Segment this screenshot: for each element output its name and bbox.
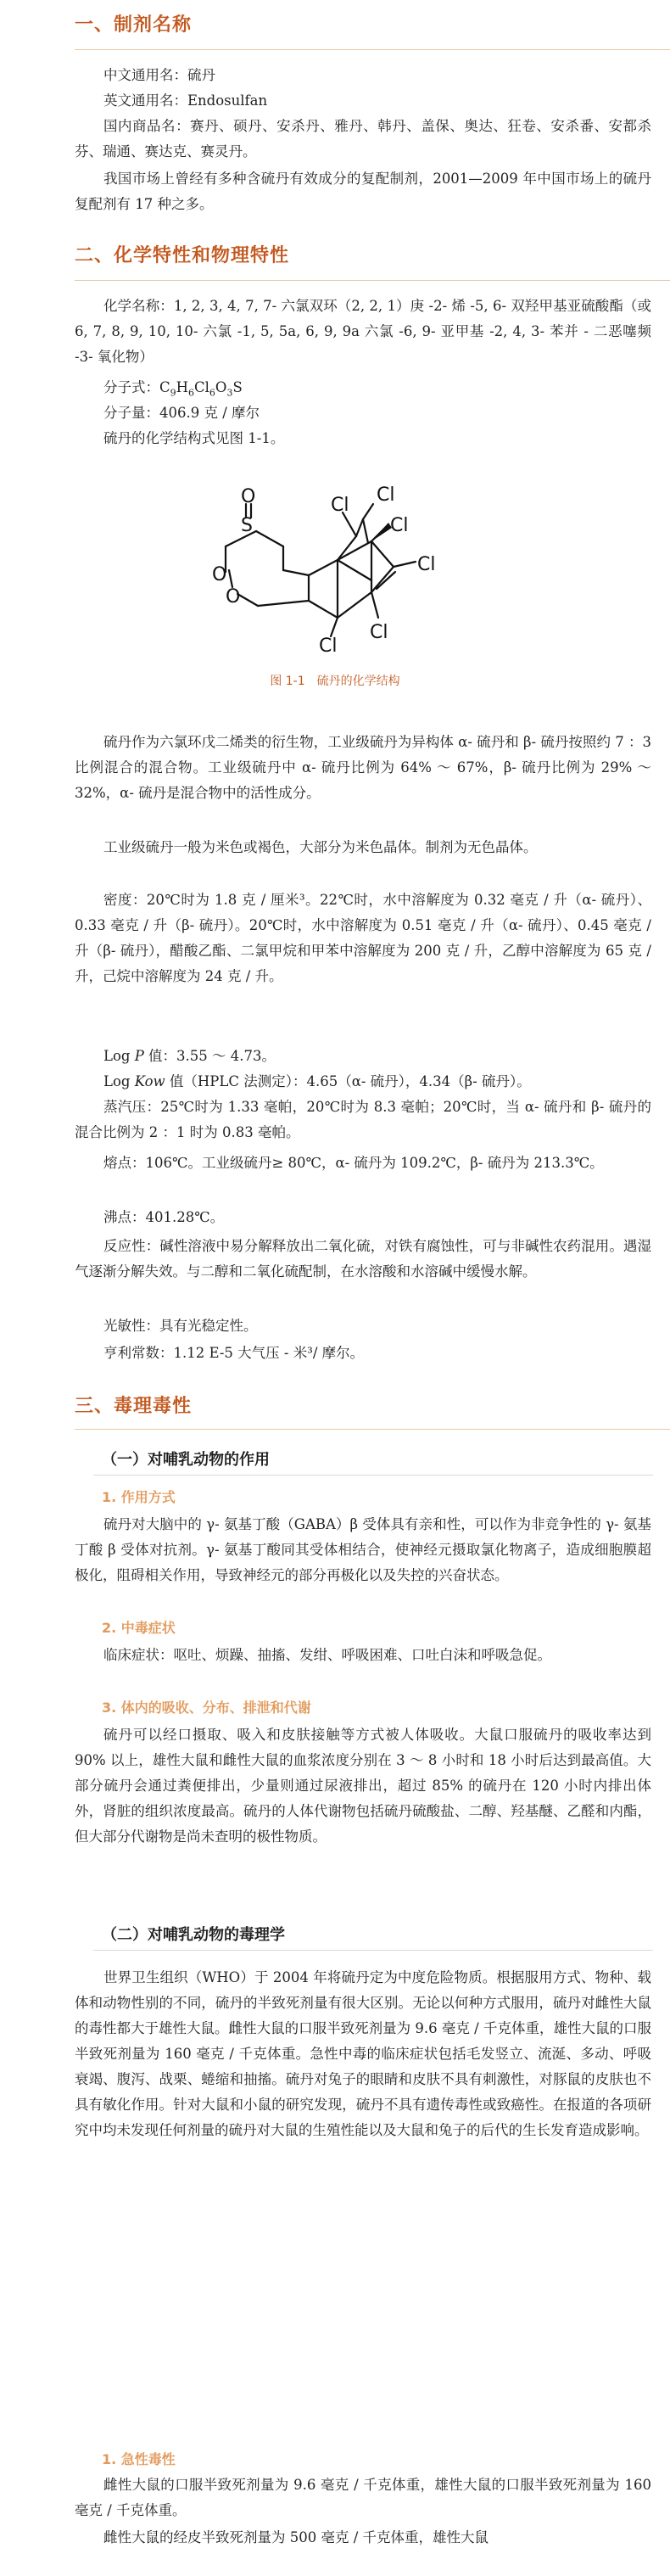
chlorine-atom: Cl xyxy=(390,515,409,536)
log-p-label: Log xyxy=(103,1048,135,1064)
acute-toxicity-oral-paragraph: 雌性大鼠的口服半致死剂量为 9.6 毫克 / 千克体重，雄性大鼠的口服半致死剂量为 160 毫克 / 千克体重。 xyxy=(75,2477,651,2518)
subsection-1-title: （一）对哺乳动物的作用 xyxy=(102,1451,270,1469)
henry-constant-line: 亨利常数：1.12 E-5 大气压 - 米³/ 摩尔。 xyxy=(103,1345,365,1361)
poisoning-symptoms-heading: 2. 中毒症状 xyxy=(102,1620,176,1636)
subsection-2-divider xyxy=(93,1950,653,1951)
section-3-divider xyxy=(75,1429,670,1430)
section-2-divider xyxy=(75,280,670,281)
formula-o: O xyxy=(215,379,227,395)
log-kow-variable: Kow xyxy=(134,1073,165,1089)
market-paragraph: 我国市场上曾经有多种含硫丹有效成分的复配制剂，2001—2009 年中国市场上的硫丹复配剂有 17 种之多。 xyxy=(75,171,651,212)
boiling-point-line: 沸点：401.28℃。 xyxy=(103,1209,225,1225)
section-1-divider xyxy=(75,49,670,50)
section-2-title: 二、化学特性和物理特性 xyxy=(75,245,290,266)
formula-h-count: 6 xyxy=(188,387,195,399)
figure-caption: 图 1-1 硫丹的化学结构 xyxy=(270,675,400,688)
poisoning-symptoms-paragraph: 临床症状：呕吐、烦躁、抽搐、发绀、呼吸困难、口吐白沫和呼吸急促。 xyxy=(103,1647,551,1663)
log-kow-label: Log xyxy=(103,1073,135,1089)
oxygen-atom-double: O xyxy=(241,486,256,507)
formula-o-count: 3 xyxy=(226,387,233,399)
endosulfan-structure-diagram xyxy=(195,475,475,653)
photosensitivity-line: 光敏性：具有光稳定性。 xyxy=(103,1318,258,1334)
vapor-pressure-paragraph: 蒸汽压：25℃时为 1.33 毫帕，20℃时为 8.3 毫帕；20℃时，当 α- 硫丹和 β- 硫丹的混合比例为 2 ：1 时为 0.83 毫帕。 xyxy=(75,1099,651,1140)
section-1-title: 一、制剂名称 xyxy=(75,14,193,36)
chlorine-atom: Cl xyxy=(417,554,436,575)
sulfur-atom: S xyxy=(241,515,253,536)
formula-c-count: 9 xyxy=(170,387,176,399)
appearance-paragraph: 工业级硫丹一般为米色或褐色，大部分为米色晶体。制剂为无色晶体。 xyxy=(103,839,538,855)
adme-paragraph: 硫丹可以经口摄取、吸入和皮肤接触等方式被人体吸收。大鼠口服硫丹的吸收率达到 90% 以上，雄性大鼠和雌性大鼠的血浆浓度分别在 3 ～ 8 小时和 18 小时后达到最高值。大部分硫丹会通过粪便排出，少量则通过尿液排出，超过 85% 的硫丹在 120 小时内排出体外，肾脏的组织浓度最高。硫丹的人体代谢物包括硫丹硫酸盐、二醇、羟基醚、乙醛和内酯，但大部分代谢物是尚未查明的极性物质。 xyxy=(75,1727,651,1845)
acute-toxicity-dermal-paragraph: 雌性大鼠的经皮半致死剂量为 500 毫克 / 千克体重，雄性大鼠 xyxy=(103,2529,489,2545)
formula-cl: Cl xyxy=(194,379,209,395)
chlorine-atom: Cl xyxy=(319,636,338,653)
structure-reference: 硫丹的化学结构式见图 1-1。 xyxy=(103,430,285,446)
log-p-value: 值：3.55 ～ 4.73。 xyxy=(143,1048,276,1064)
chlorine-atom: Cl xyxy=(370,622,388,643)
toxicology-paragraph: 世界卫生组织（WHO）于 2004 年将硫丹定为中度危险物质。根据服用方式、物种、载体和动物性别的不同，硫丹的半致死剂量有很大区别。无论以何种方式服用，硫丹对雌性大鼠的毒性都大于雄性大鼠。雌性大鼠的口服半致死剂量为 9.6 毫克 / 千克体重，雄性大鼠的口服半致死剂量为 160 毫克 / 千克体重。急性中毒的临床症状包括毛发竖立、流涎、多动、呼吸衰竭、腹泻、战栗、蜷缩和抽搐。硫丹对兔子的眼睛和皮肤不具有刺激性，对豚鼠的皮肤也不具有敏化作用。针对大鼠和小鼠的研究发现，硫丹不具有遗传毒性或致癌性。在报道的各项研究中均未发现任何剂量的硫丹对大鼠的生殖性能以及大鼠和兔子的后代的生长发育造成影响。 xyxy=(75,1969,651,2138)
mode-of-action-heading: 1. 作用方式 xyxy=(102,1489,176,1505)
formula-cl-count: 6 xyxy=(209,387,215,399)
section-3-title: 三、毒理毒性 xyxy=(75,1396,193,1417)
subsection-2-title: （二）对哺乳动物的毒理学 xyxy=(102,1926,285,1944)
adme-heading: 3. 体内的吸收、分布、排泄和代谢 xyxy=(102,1700,311,1716)
oxygen-atom-left: O xyxy=(212,564,227,585)
isomer-paragraph: 硫丹作为六氯环戊二烯类的衍生物，工业级硫丹为异构体 α- 硫丹和 β- 硫丹按照约 7 ：3 比例混合的混合物。工业级硫丹中 α- 硫丹比例为 64% ～ 67%，β- 硫丹比例为 29% ～ 32%，α- 硫丹是混合物中的活性成分。 xyxy=(75,734,651,801)
formula-s: S xyxy=(232,379,243,395)
log-p-variable: P xyxy=(134,1048,144,1064)
en-name-line: 英文通用名：Endosulfan xyxy=(103,92,268,109)
log-kow-line xyxy=(75,1069,651,1095)
acute-toxicity-heading: 1. 急性毒性 xyxy=(102,2451,176,2467)
log-p-line xyxy=(75,1044,651,1069)
cn-name-line: 中文通用名：硫丹 xyxy=(103,67,215,83)
melting-point-paragraph: 熔点：106℃。工业级硫丹≥ 80℃，α- 硫丹为 109.2℃，β- 硫丹为 213.3℃。 xyxy=(103,1155,604,1171)
density-paragraph: 密度：20℃时为 1.8 克 / 厘米³。22℃时，水中溶解度为 0.32 毫克 / 升（α- 硫丹）、0.33 毫克 / 升（β- 硫丹）。20℃时，水中溶解度为 0.51 毫克 / 升（α- 硫丹）、0.45 毫克 / 升（β- 硫丹），醋酸乙酯、二氯甲烷和甲苯中溶解度为 200 克 / 升，乙醇中溶解度为 65 克 / 升，己烷中溶解度为 24 克 / 升。 xyxy=(75,892,651,984)
molecular-weight: 分子量：406.9 克 / 摩尔 xyxy=(103,405,260,421)
formula-prefix: 分子式：C xyxy=(103,379,170,395)
chlorine-atom: Cl xyxy=(331,495,349,516)
trade-names-paragraph: 国内商品名：赛丹、硕丹、安杀丹、雅丹、韩丹、盖保、奥达、狂卷、安杀番、安都杀芬、瑞通、赛达克、赛灵丹。 xyxy=(75,118,651,160)
mode-of-action-paragraph: 硫丹对大脑中的 γ- 氨基丁酸（GABA）β 受体具有亲和性，可以作为非竞争性的 γ- 氨基丁酸 β 受体对抗剂。γ- 氨基丁酸同其受体相结合，使神经元摄取氯化物离子，造成细胞膜超极化，阻碍相关作用，导致神经元的部分再极化以及失控的兴奋状态。 xyxy=(75,1516,651,1583)
reactivity-paragraph: 反应性：碱性溶液中易分解释放出二氧化硫，对铁有腐蚀性，可与非碱性农药混用。遇湿气逐渐分解失效。与二醇和二氧化硫配制，在水溶酸和水溶碱中缓慢水解。 xyxy=(75,1238,651,1280)
log-kow-value: 值（HPLC 法测定）：4.65（α- 硫丹），4.34（β- 硫丹）。 xyxy=(165,1073,531,1089)
oxygen-atom-bottom: O xyxy=(226,586,241,608)
chlorine-atom: Cl xyxy=(377,484,395,506)
subsection-1-divider xyxy=(93,1475,653,1476)
chemical-name-paragraph: 化学名称：1, 2, 3, 4, 7, 7- 六氯双环（2, 2, 1）庚 -2- 烯 -5, 6- 双羟甲基亚硫酸酯（或 6, 7, 8, 9, 10, 10- 六氯 -1, 5, 5a, 6, 9, 9a 六氯 -6, 9- 亚甲基 -2, 4, 3- 苯并 - 二恶噻频 -3- 氧化物） xyxy=(75,298,651,365)
formula-h: H xyxy=(176,379,189,395)
